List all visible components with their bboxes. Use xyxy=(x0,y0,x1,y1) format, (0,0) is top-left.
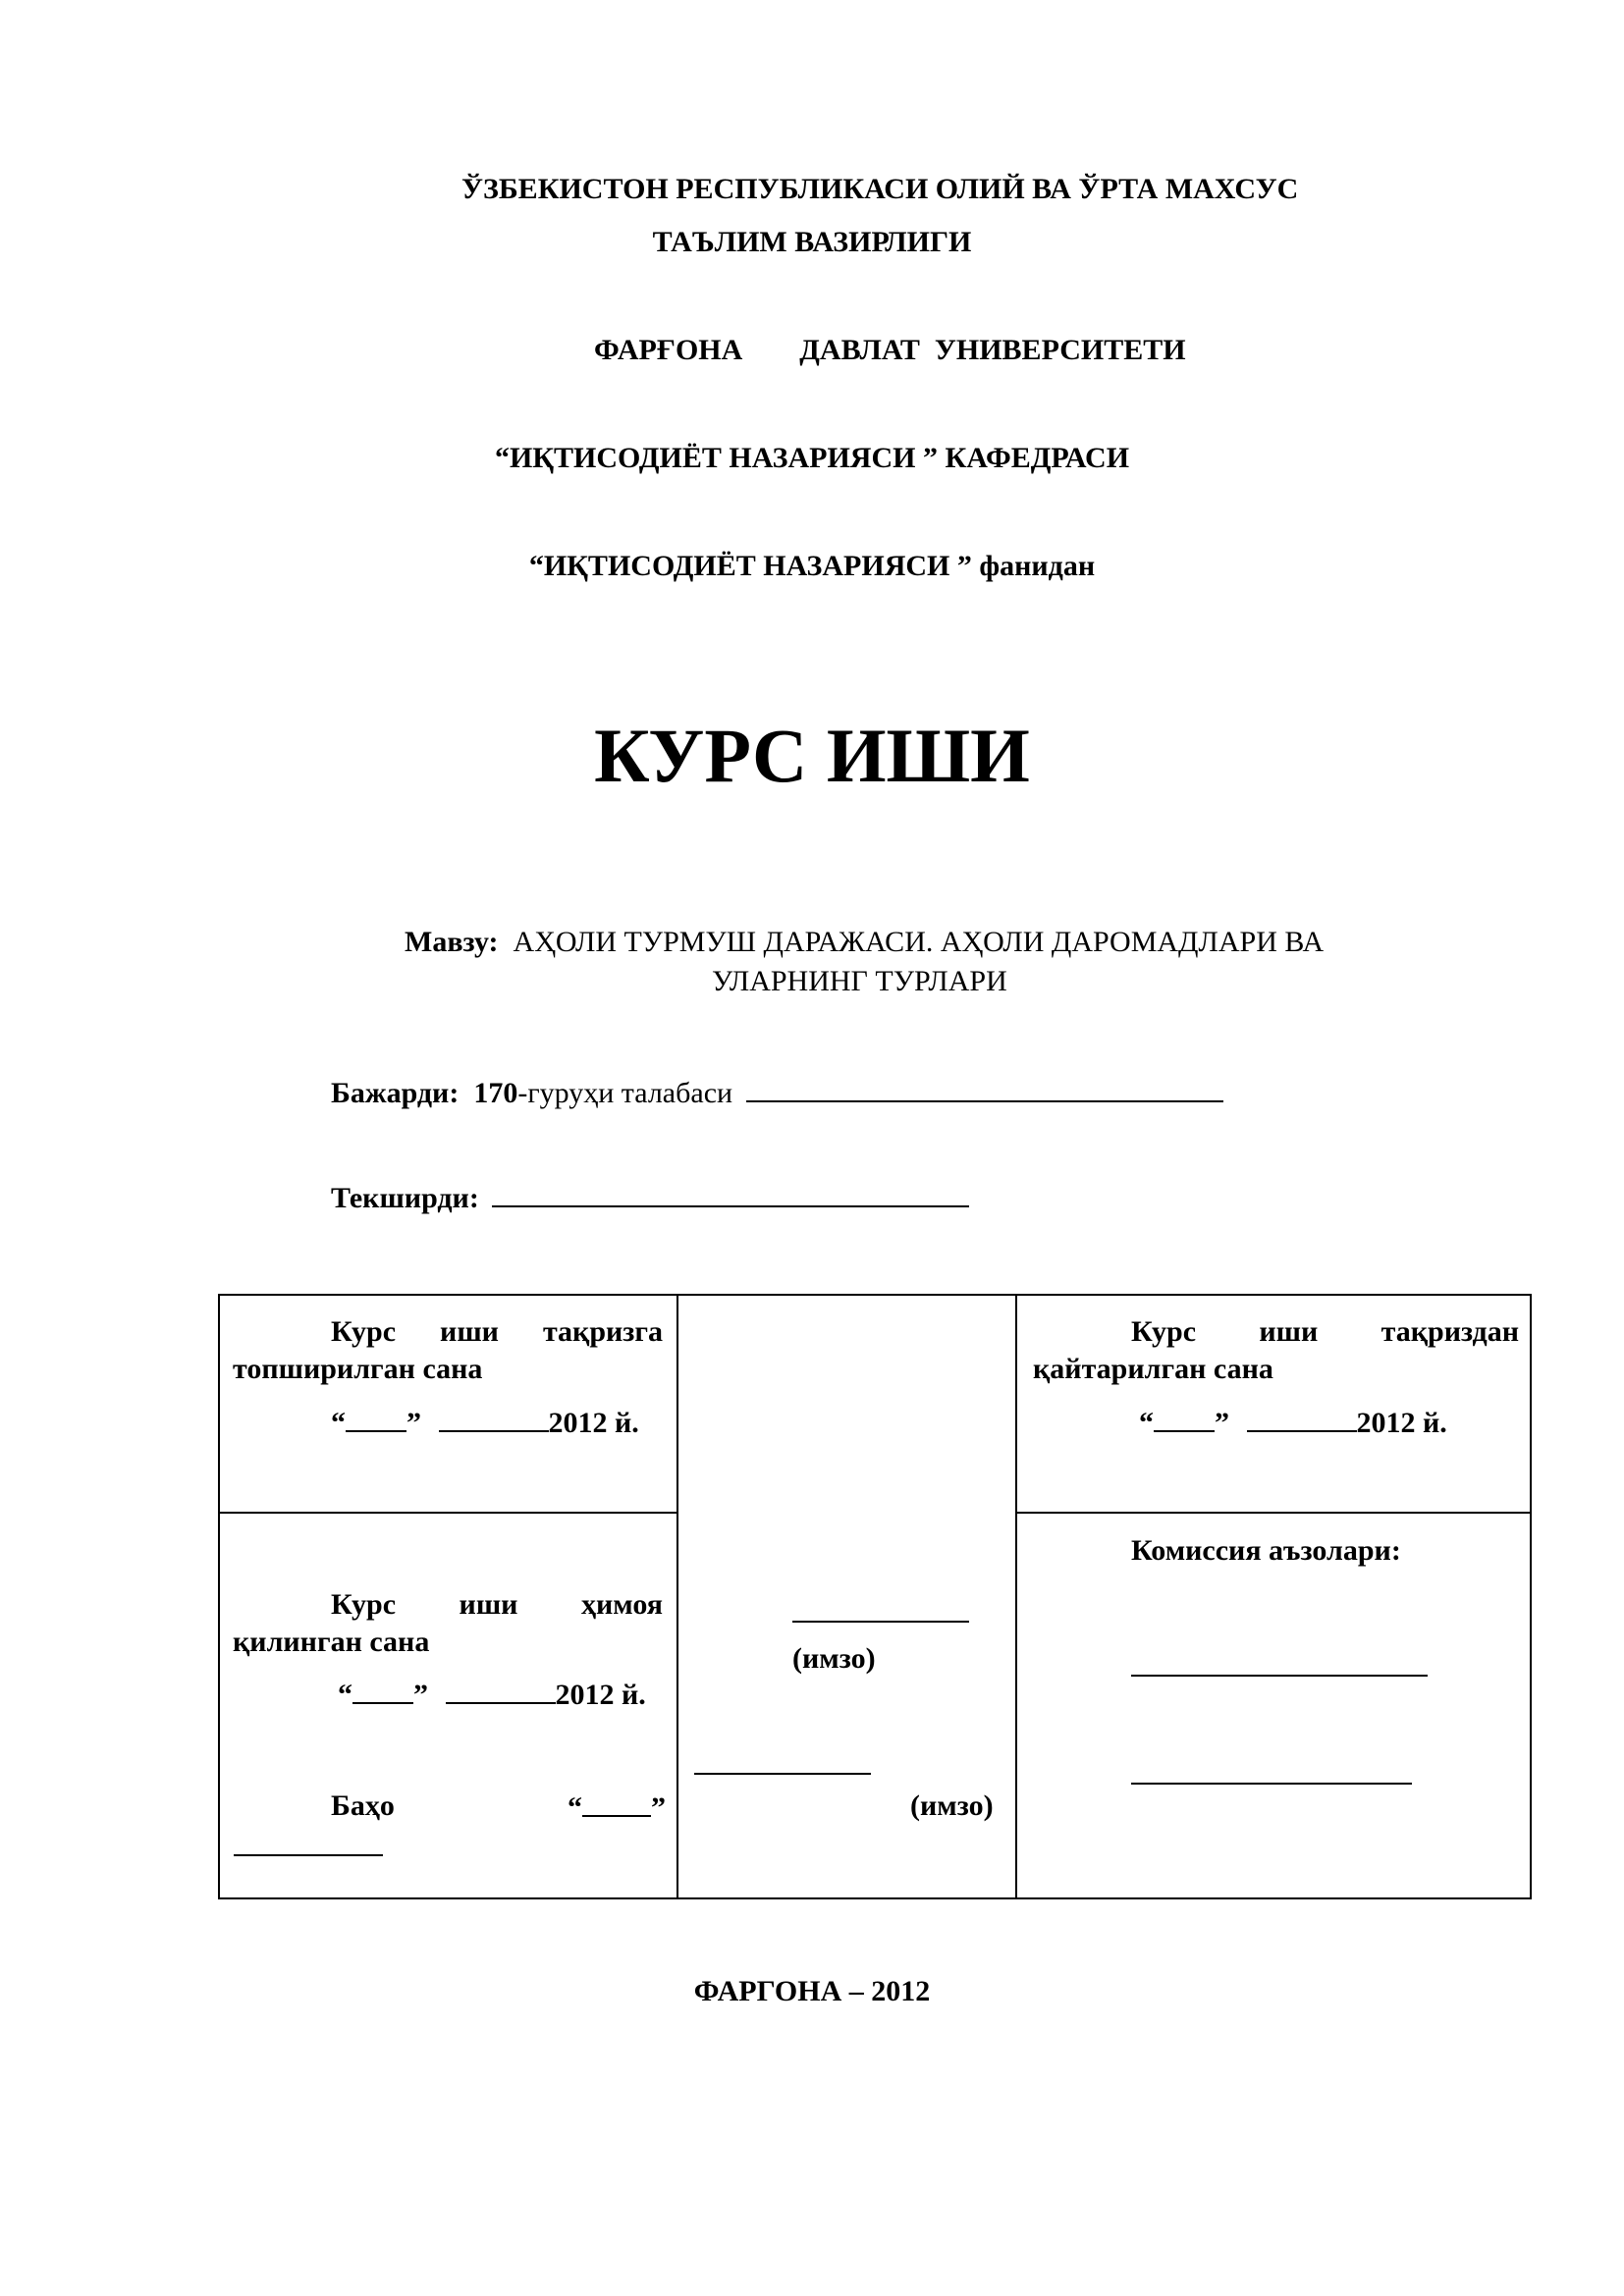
topic-label: Мавзу: xyxy=(405,926,499,958)
signature-label-2: (имзо) xyxy=(910,1789,994,1822)
defended-line-2: қилинган сана xyxy=(233,1626,430,1658)
group-number: 170 xyxy=(473,1077,518,1109)
quote-close: ” xyxy=(651,1791,666,1824)
student-name-blank[interactable] xyxy=(746,1075,1223,1102)
table-divider-1 xyxy=(677,1294,678,1899)
quote-open: “ xyxy=(1139,1407,1154,1439)
day-blank[interactable] xyxy=(1154,1405,1215,1432)
table-border-left xyxy=(218,1294,220,1899)
performed-row xyxy=(331,1075,1223,1110)
signature-label-1: (имзо) xyxy=(792,1642,876,1675)
ministry-line-1: ЎЗБЕКИСТОН РЕСПУБЛИКАСИ ОЛИЙ ВА ЎРТА МАХСУС xyxy=(461,173,1299,205)
table-divider-2 xyxy=(1015,1294,1017,1899)
month-blank[interactable] xyxy=(446,1677,556,1704)
checked-row xyxy=(331,1180,969,1215)
subject-suffix: фанидан xyxy=(971,550,1096,582)
table-border-top xyxy=(218,1294,1532,1296)
table-border-bottom xyxy=(218,1897,1532,1899)
grade-label: Баҳо xyxy=(331,1789,395,1822)
university-name xyxy=(594,334,1186,367)
returned-line-1: Курс иши тақриздан xyxy=(1131,1315,1519,1348)
topic-line-1: АҲОЛИ ТУРМУШ ДАРАЖАСИ. АҲОЛИ ДАРОМАДЛАРИ ВА xyxy=(513,926,1325,958)
quote-close: ” xyxy=(413,1679,428,1711)
submitted-date xyxy=(331,1405,639,1440)
quote-close: ” xyxy=(406,1407,421,1439)
day-blank[interactable] xyxy=(346,1405,406,1432)
topic-line-2: УЛАРНИНГ ТУРЛАРИ xyxy=(712,965,1007,997)
returned-date xyxy=(1139,1405,1447,1440)
grade-blank-line[interactable] xyxy=(234,1854,383,1856)
ministry-line-2: ТАЪЛИМ ВАЗИРЛИГИ xyxy=(652,226,972,258)
table-row-divider-right xyxy=(1015,1512,1532,1514)
city-year-footer: ФАРГОНА – 2012 xyxy=(693,1975,931,2007)
group-text: -гуруҳи талабаси xyxy=(517,1077,733,1109)
subject-name: “ИҚТИСОДИЁТ НАЗАРИЯСИ ” xyxy=(528,550,972,582)
month-blank[interactable] xyxy=(1247,1405,1357,1432)
commission-member-line-1[interactable] xyxy=(1131,1675,1428,1677)
subject-line xyxy=(0,550,1624,583)
year-label: 2012 й. xyxy=(555,1679,646,1711)
quote-open: “ xyxy=(338,1679,352,1711)
year-label: 2012 й. xyxy=(548,1407,639,1439)
checked-label: Текширди: xyxy=(331,1182,479,1214)
submitted-line-1: Курс иши тақризга xyxy=(331,1315,663,1348)
quote-open: “ xyxy=(331,1407,346,1439)
quote-close: ” xyxy=(1215,1407,1229,1439)
table-border-right xyxy=(1530,1294,1532,1899)
document-title: КУРС ИШИ xyxy=(594,713,1030,798)
department-name: “ИҚТИСОДИЁТ НАЗАРИЯСИ ” КАФЕДРАСИ xyxy=(494,442,1130,474)
review-table xyxy=(218,1294,1532,1899)
day-blank[interactable] xyxy=(352,1677,413,1704)
quote-open: “ xyxy=(568,1791,582,1824)
month-blank[interactable] xyxy=(439,1405,549,1432)
returned-line-2: қайтарилган сана xyxy=(1033,1353,1273,1385)
defended-line-1: Курс иши ҳимоя xyxy=(331,1588,663,1621)
commission-label: Комиссия аъзолари: xyxy=(1131,1534,1401,1567)
submitted-line-2: топширилган сана xyxy=(233,1353,483,1385)
checker-name-blank[interactable] xyxy=(492,1180,969,1207)
university-type: ДАВЛАТ УНИВЕРСИТЕТИ xyxy=(799,334,1186,366)
table-row-divider-left xyxy=(218,1512,678,1514)
defended-date xyxy=(338,1677,646,1712)
grade-quote xyxy=(568,1789,666,1825)
topic-row xyxy=(405,926,1324,959)
year-label: 2012 й. xyxy=(1356,1407,1447,1439)
university-city: ФАРҒОНА xyxy=(594,334,743,366)
commission-member-line-2[interactable] xyxy=(1131,1783,1412,1785)
grade-blank[interactable] xyxy=(582,1789,651,1817)
signature-line-1[interactable] xyxy=(792,1621,969,1623)
signature-line-2[interactable] xyxy=(694,1773,871,1775)
performed-label: Бажарди: xyxy=(331,1077,460,1109)
